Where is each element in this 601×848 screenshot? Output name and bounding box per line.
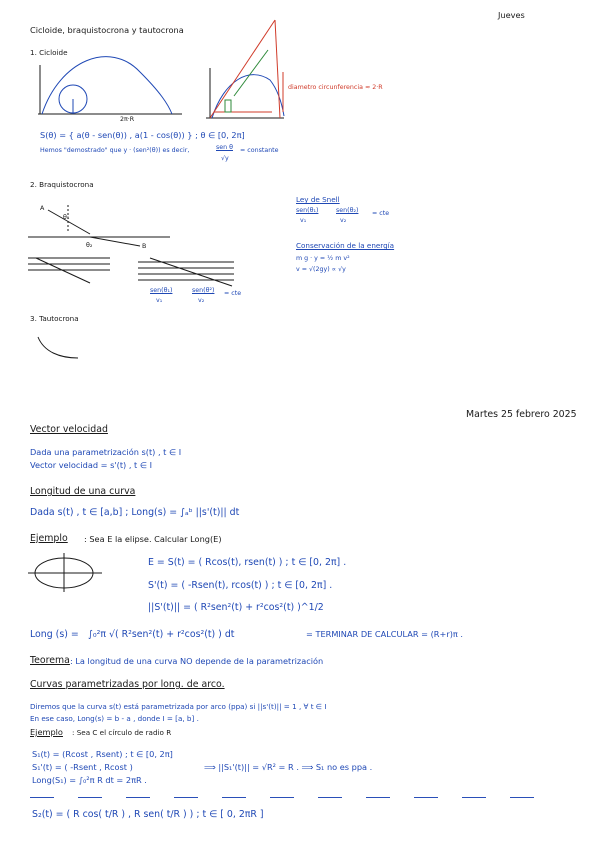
line-longitud-def: Dada s(t) , t ∈ [a,b] ; Long(s) = ∫ₐᵇ ||s'(t)|| dt	[30, 507, 240, 518]
layers-top2: sen(θ²)	[192, 287, 215, 294]
point-a: A	[40, 205, 45, 212]
line-vector-velocidad: Vector velocidad = s'(t) , t ∈ I	[30, 460, 152, 470]
circle-s1-length: Long(S₁) = ∫₀²π R dt = 2πR .	[32, 775, 147, 785]
fraction-top: sen θ	[216, 144, 233, 151]
ellipse-diagram	[28, 553, 102, 592]
layers-bot1: v₁	[156, 297, 163, 304]
ppa-length: En ese caso, Long(s) = b - a , donde I = [a, b] .	[30, 714, 199, 723]
snell-top2: sen(θ₂)	[336, 207, 359, 214]
fraction-bottom: √y	[221, 155, 229, 162]
long-integral: ∫₀²π √( R²sen²(t) + r²cos²(t) ) dt	[88, 629, 235, 640]
example1-text: : Sea E la elipse. Calcular Long(E)	[84, 534, 222, 544]
theorem-text: : La longitud de una curva NO depende de la parametrización	[70, 656, 324, 666]
separator-dash	[222, 797, 246, 798]
separator-dash	[510, 797, 534, 798]
line-parametrizacion: Dada una parametrización s(t) , t ∈ I	[30, 447, 182, 457]
separator-dash	[78, 797, 102, 798]
day-label: Jueves	[498, 10, 525, 20]
snell-equality: = cte	[372, 210, 390, 217]
section-braquistocrona: 2. Braquistocrona	[30, 180, 94, 189]
heading-vector-velocidad: Vector velocidad	[30, 424, 108, 435]
diameter-label: diametro circunferencia ≈ 2·R	[288, 84, 383, 91]
cycloid-note: Hemos "demostrado" que y · (sen²(θ)) es decir,	[40, 147, 190, 154]
snell-top1: sen(θ₁)	[296, 207, 319, 214]
page1-title: Cicloide, braquistocrona y tautocrona	[30, 25, 184, 35]
example1-label: Ejemplo	[30, 533, 68, 544]
snell-bot2: v₂	[340, 217, 347, 224]
circle-s2: S₂(t) = ( R cos( t/R ) , R sen( t/R ) ) ; t ∈ [ 0, 2πR ]	[32, 809, 264, 820]
separator-dash	[126, 797, 150, 798]
ellipse-eq2: S'(t) = ( -Rsen(t), rcos(t) ) ; t ∈ [0, 2π] .	[148, 580, 333, 591]
point-b: B	[142, 243, 147, 250]
energy-eq1: m g · y = ½ m v²	[296, 255, 350, 262]
example2-label: Ejemplo	[30, 727, 63, 737]
circle-s1: S₁(t) = (Rcost , Rsent) ; t ∈ [0, 2π]	[32, 749, 173, 759]
ellipse-eq1: E = S(t) = ( Rcos(t), rsen(t) ) ; t ∈ [0, 2π] .	[148, 557, 347, 568]
cycloid-period-label: 2π·R	[120, 116, 135, 123]
circle-s1-derivative: S₁'(t) = ( -Rsent , Rcost )	[32, 762, 133, 772]
layers-equality: = cte	[224, 290, 242, 297]
separator-dash	[270, 797, 294, 798]
section-tautocrona: 3. Tautocrona	[30, 314, 79, 323]
energy-title: Conservación de la energía	[296, 241, 395, 250]
ppa-definition: Diremos que la curva s(t) está parametrizada por arco (ppa) si ||s'(t)|| = 1 , ∀ t ∈ I	[30, 702, 327, 711]
heading-curvas-arco: Curvas parametrizadas por long. de arco.	[30, 679, 225, 690]
example2-text: : Sea C el círculo de radio R	[72, 728, 172, 737]
snell-title: Ley de Snell	[296, 195, 340, 204]
snell-bot1: v₁	[300, 217, 307, 224]
separator-dash	[414, 797, 438, 798]
theta2-label: θ₂	[86, 242, 93, 249]
theta1-label: θ₁	[63, 214, 70, 221]
page2-date: Martes 25 febrero 2025	[466, 409, 577, 420]
heading-longitud-curva: Longitud de una curva	[30, 486, 136, 497]
long-rhs: = TERMINAR DE CALCULAR = (R+r)π .	[306, 629, 464, 639]
circle-s1-norm: ⟹ ||S₁'(t)|| = √R² = R . ⟹ S₁ no es ppa .	[204, 762, 373, 772]
separator-dash	[366, 797, 390, 798]
layers-bot2: v₂	[198, 297, 205, 304]
section-cicloide: 1. Cicloide	[30, 48, 68, 57]
layers-top1: sen(θ₁)	[150, 287, 173, 294]
cycloid-parametrization: S(θ) = { a(θ - sen(θ)) , a(1 - cos(θ)) } ; θ ∈ [0, 2π]	[40, 130, 245, 140]
long-lhs: Long (s) =	[30, 629, 79, 640]
ellipse-eq3: ||S'(t)|| = ( R²sen²(t) + r²cos²(t) )^1/2	[148, 602, 324, 613]
separator-dash	[318, 797, 342, 798]
separator-dash	[462, 797, 486, 798]
separator-dash	[30, 797, 54, 798]
energy-eq2: v = √(2gy) ∝ √y	[296, 266, 346, 273]
fraction-equality: = constante	[240, 147, 279, 154]
separator-dash	[174, 797, 198, 798]
theorem-label: Teorema	[30, 655, 70, 666]
